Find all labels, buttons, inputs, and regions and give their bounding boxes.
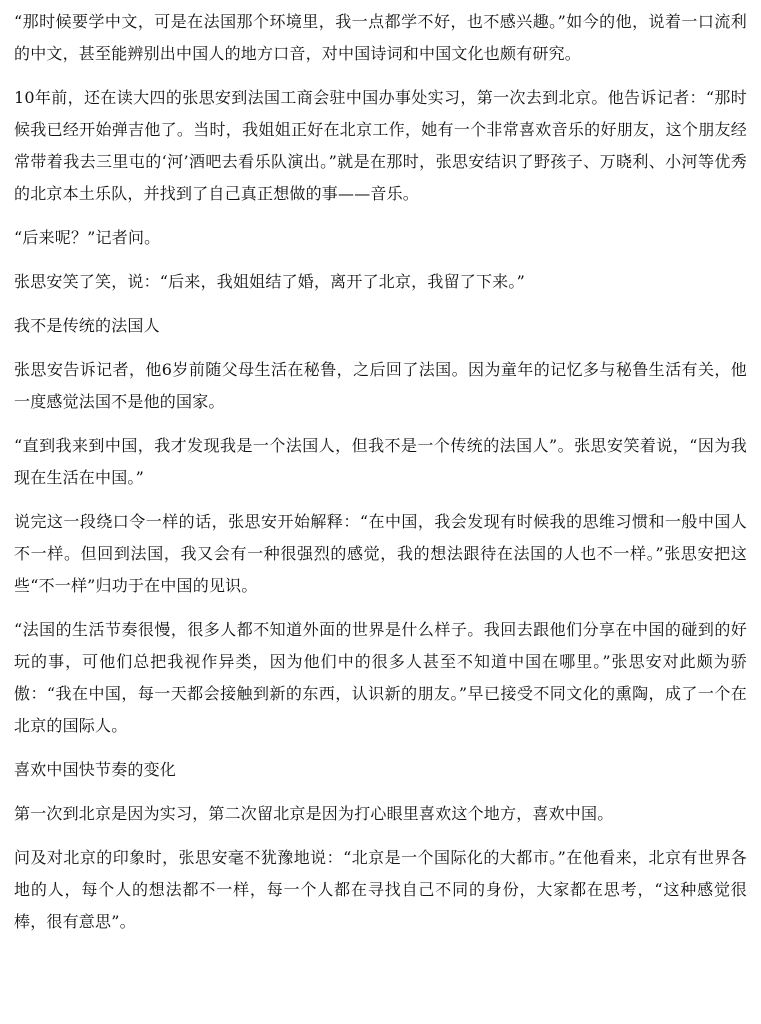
paragraph-peru-childhood: 张思安告诉记者，他6岁前随父母生活在秘鲁，之后回了法国。因为童年的记忆多与秘鲁生活有关，他一度感觉法国不是他的国家。 bbox=[14, 360, 747, 411]
paragraph-chinese-study: “那时候要学中文，可是在法国那个环境里，我一点都学不好，也不感兴趣。”如今的他，说着一口流利的中文，甚至能辨别出中国人的地方口音，对中国诗词和中国文化也颇有研究。 bbox=[14, 12, 747, 63]
paragraph-reporter-question: “后来呢？”记者问。 bbox=[14, 228, 161, 247]
paragraph-impression-beijing: 问及对北京的印象时，张思安毫不犹豫地说：“北京是一个国际化的大都市。”在他看来，北京有世界各地的人，每个人的想法都不一样，每一个人都在寻找自己不同的身份，大家都在思考，“这种感觉很棒，很有意思”。 bbox=[14, 848, 747, 931]
paragraph-internship-beijing: 10年前，还在读大四的张思安到法国工商会驻中国办事处实习，第一次去到北京。他告诉记者：“那时候我已经开始弹吉他了。当时，我姐姐正好在北京工作，她有一个非常喜欢音乐的好朋友，这个朋友经常带着我去三里屯的‘河’酒吧去看乐队演出。”就是在那时，张思安结识了野孩子、万晓利、小河等优秀的北京本土乐队，并找到了自己真正想做的事——音乐。 bbox=[14, 88, 747, 203]
paragraph-slow-life-france: “法国的生活节奏很慢，很多人都不知道外面的世界是什么样子。我回去跟他们分享在中国的碰到的好玩的事，可他们总把我视作异类，因为他们中的很多人甚至不知道中国在哪里。”张思安对此颇为骄傲：“我在中国，每一天都会接触到新的东西，认识新的朋友。”早已接受不同文化的熏陶，成了一个在北京的国际人。 bbox=[14, 620, 747, 735]
paragraph-french-identity: “直到我来到中国，我才发现我是一个法国人，但我不是一个传统的法国人”。张思安笑着说，“因为我现在生活在中国。” bbox=[14, 436, 747, 487]
section-heading-fast-pace: 喜欢中国快节奏的变化 bbox=[14, 760, 177, 779]
paragraph-second-stay: 第一次到北京是因为实习，第二次留北京是因为打心眼里喜欢这个地方，喜欢中国。 bbox=[14, 804, 614, 823]
paragraph-thinking-differently: 说完这一段绕口令一样的话，张思安开始解释：“在中国，我会发现有时候我的思维习惯和一般中国人不一样。但回到法国，我又会有一种很强烈的感觉，我的想法跟待在法国的人也不一样。”张思安把这些“不一样”归功于在中国的见识。 bbox=[14, 512, 747, 595]
section-heading-not-traditional: 我不是传统的法国人 bbox=[14, 316, 160, 335]
paragraph-stayed-behind: 张思安笑了笑，说：“后来，我姐姐结了婚，离开了北京，我留了下来。” bbox=[14, 272, 525, 291]
